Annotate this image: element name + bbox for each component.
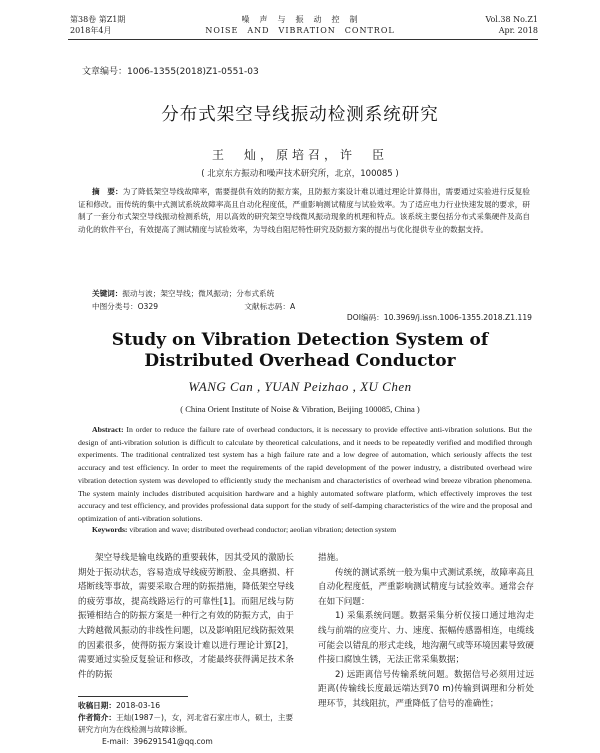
title-en-line2: Distributed Overhead Conductor xyxy=(144,351,456,371)
journal-name-cn: 噪 声 与 振 动 控 制 xyxy=(241,15,359,24)
title-en xyxy=(0,330,600,372)
keywords-en-label: Keywords: xyxy=(92,525,128,534)
body-paragraph: 架空导线是输电线路的重要载体，因其受风的激励长期处于振动状态，容易造成导线疲劳断股、金具磨损、杆塔断线等事故，需要采取合理的防振措施，降低架空导线的疲劳事故，提高线路运行的可靠性[1]。而阻尼线与防振锤相结合的防振方案是一种行之有效的防振方式，由于大跨越微风振动的非线性问题，以及影响阻尼线防振效果的因素很多，使得防振方案设计难以进行理论计算[2]，需要通过实验反复验证和修改，才能最终获得满足技术条件的防振 xyxy=(78,553,294,680)
keywords-en-text: vibration and wave; distributed overhead conductor; aeolian vibration; detection system xyxy=(129,525,397,534)
affiliation-en: ( China Orient Institute of Noise & Vibration, Beijing 100085, China ) xyxy=(180,404,420,414)
author-bio-text: 王灿(1987－)，女，河北省石家庄市人，硕士，主要研究方向为在线检测与故障诊断。 xyxy=(78,713,294,734)
doi xyxy=(347,312,532,323)
abstract-cn xyxy=(78,186,530,236)
footnote-rule xyxy=(78,696,188,697)
issue-date: 2018年4月 xyxy=(70,26,112,35)
body-list-item-1: 1) 采集系统问题。数据采集分析仪接口通过地沟走线与前端的应变片、力、速度、振幅传感器相连，电缆线可能会以错乱的形式走线，地沟潮气或等环境因素导致硬件接口腐蚀生锈，无法正常采集数据； xyxy=(318,611,534,666)
authors-cn: 王 灿，原培召，许 臣 xyxy=(211,148,388,162)
author-bio xyxy=(78,712,296,736)
received-label: 收稿日期： xyxy=(78,701,116,710)
classification-row xyxy=(92,301,532,323)
received-value: 2018-03-16 xyxy=(115,701,161,710)
clc-value: O329 xyxy=(137,302,159,311)
author-email: E-mail：396291541@qq.com xyxy=(102,737,213,746)
keywords-cn xyxy=(92,288,532,299)
abstract-en-label: Abstract: xyxy=(92,425,124,434)
doi-label: DOI编码： xyxy=(346,313,384,322)
authors-en: WANG Can , YUAN Peizhao , XU Chen xyxy=(188,379,412,394)
author-bio-label: 作者简介： xyxy=(78,713,116,722)
keywords-en xyxy=(92,525,532,534)
doc-code-label: 文献标志码： xyxy=(244,302,290,311)
issue-date-en: Apr. 2018 xyxy=(498,26,538,35)
volume-issue: 第38卷 第Z1期 xyxy=(70,15,126,24)
clc-number xyxy=(92,301,242,312)
header-rule xyxy=(68,39,538,40)
clc-label: 中图分类号： xyxy=(92,302,138,311)
body-paragraph-continued: 措施。 xyxy=(318,553,344,563)
abstract-cn-label: 摘 要： xyxy=(92,187,123,196)
footnote xyxy=(78,700,296,748)
title-en-line1: Study on Vibration Detection System of xyxy=(111,330,489,350)
volume-issue-en: Vol.38 No.Z1 xyxy=(485,15,538,24)
received-date xyxy=(78,700,296,712)
body-list-item-2: 2) 远距离信号传输系统问题。数据信号必须用过远距离(传输线长度最远端达到70 m)传输到调理和分析处理环节，其线阻抗，严重降低了信号的准确性； xyxy=(318,669,534,709)
abstract-en-text: In order to reduce the failure rate of overhead conductors, it is necessary to provide effective anti-vibration solutions. But the design of anti-vibration solution is difficult to calculate by theoretical calculations, and it needs to be repeatedly verified and modified through experiments. The traditional centralized test system has a high failure rate and a low degree of automation, which seriously affects the test accuracy and test efficiency. In order to meet the requirements of the rapid development of the power industry, a distributed overhead wire vibration detection system was developed to efficiently study the mechanism and characteristics of overhead wind breeze vibration phenomena. The system mainly includes distributed acquisition hardware and a highly automated software platform, which effectively improves the test accuracy and test efficiency, and provides professional data support for the study of self-damping characteristics of the wire and the proposal and optimization of anti-vibration solutions. xyxy=(78,425,532,523)
article-number: 文章编号：1006-1355(2018)Z1-0551-03 xyxy=(82,67,259,77)
affiliation-cn: ( 北京东方振动和噪声技术研究所，北京，100085 ) xyxy=(201,169,399,179)
abstract-en xyxy=(78,424,532,526)
title-cn: 分布式架空导线振动检测系统研究 xyxy=(161,105,439,125)
journal-volume-en xyxy=(485,14,538,36)
body-paragraph: 传统的测试系统一般为集中式测试系统，故障率高且自动化程度低，严重影响测试精度与试验效率。通常会存在如下问题： xyxy=(318,567,534,607)
keywords-cn-label: 关键词： xyxy=(92,289,123,298)
keywords-cn-text: 振动与波；架空导线；微风振动；分布式系统 xyxy=(122,289,275,298)
journal-name-en: NOISE AND VIBRATION CONTROL xyxy=(205,26,395,35)
abstract-cn-text: 为了降低架空导线故障率，需要提供有效的防振方案，且防振方案设计难以通过理论计算得出，需要通过实验进行反复验证和修改。而传统的集中式测试系统故障率高且自动化程度低，严重影响测试精度与试验效率。为了适应电力行业快速发展的要求，研制了一套分布式架空导线振动检测系统，用以高效的研究架空导线微风振动现象的机理和特点。该系统主要包括分布式采集硬件及高自动化的软件平台，有效提高了测试精度与试验效率，为导线自阻尼特性研究及防振方案的提出与优化提供专业的数据支持。 xyxy=(78,187,531,234)
body-column-left xyxy=(78,551,294,682)
body-column-right xyxy=(318,551,534,712)
document-code xyxy=(244,301,384,312)
doc-code-value: A xyxy=(289,302,296,311)
doi-value: 10.3969/j.issn.1006-1355.2018.Z1.119 xyxy=(383,313,532,322)
